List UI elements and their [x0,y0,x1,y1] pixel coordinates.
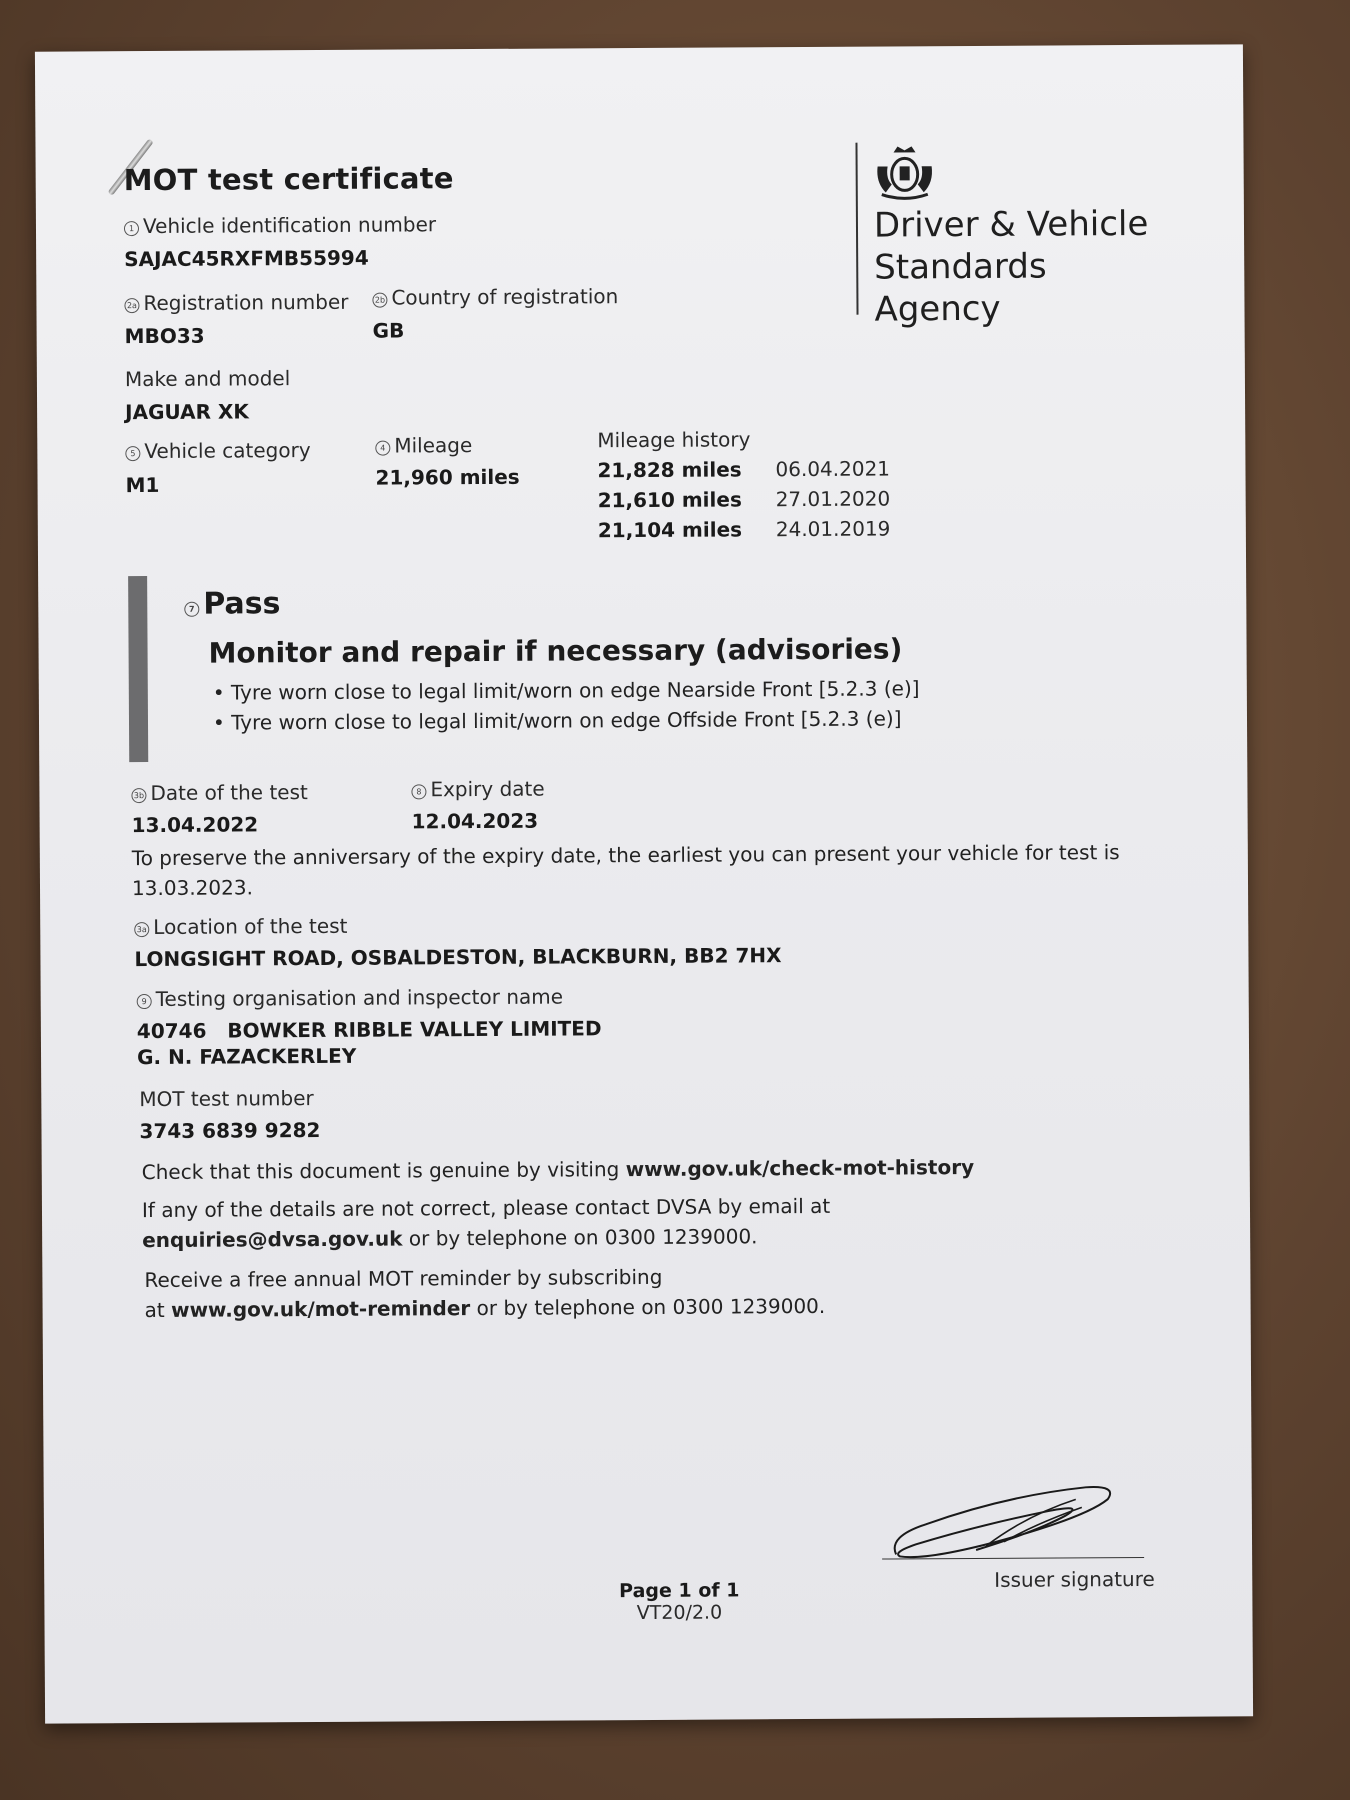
category-label: 5 Vehicle category [125,438,310,463]
mileage-label: 4 Mileage [375,433,472,458]
field-number: 9 [137,994,152,1009]
mileage-history-row [598,486,928,518]
field-number: 7 [184,602,199,617]
history-miles: 21,610 miles [597,487,742,513]
page-footer [604,1579,754,1624]
organisation-label: 9 Testing organisation and inspector name [137,984,563,1011]
field-number: 2a [124,298,139,313]
country-value: GB [372,318,405,343]
country-label: 2b Country of registration [372,284,618,310]
test-number-value: 3743 6839 9282 [139,1117,321,1144]
reminder-note: Receive a free annual MOT reminder by subscribing at www.gov.uk/mot-reminder or by telephone on 0300 1239000. [144,1264,826,1323]
agency-divider [855,143,858,315]
field-number: 5 [125,446,140,461]
field-number: 4 [375,441,390,456]
test-date-value: 13.04.2022 [131,812,259,838]
issuer-signature [886,1475,1127,1566]
certificate-paper [35,44,1253,1723]
agency-line-1: Driver & Vehicle [873,203,1149,246]
organisation-value [137,1016,602,1043]
field-number: 1 [124,221,139,236]
test-result: 7 Pass [184,586,280,622]
test-date-label: 3b Date of the test [131,780,308,805]
document-title: MOT test certificate [123,161,454,198]
mileage-history-row [598,516,928,548]
mileage-value: 21,960 miles [375,464,520,490]
location-label: 3a Location of the test [134,914,347,939]
form-code: VT20/2.0 [636,1601,723,1625]
vin-label: 1 Vehicle identification number [124,212,436,238]
field-number: 3b [131,788,146,803]
result-bar [128,576,148,762]
expiry-date-value: 12.04.2023 [411,808,539,834]
field-number: 8 [411,784,426,799]
anniversary-note: To preserve the anniversary of the expiry date, the earliest you can present your vehicle for test is 13.03.2023. [131,840,1120,901]
expiry-date-label: 8 Expiry date [411,777,544,802]
page-number: Page 1 of 1 [619,1579,740,1603]
issuer-signature-label: Issuer signature [994,1566,1155,1592]
location-value: LONGSIGHT ROAD, OSBALDESTON, BLACKBURN, BB2 7HX [134,943,782,972]
history-date: 06.04.2021 [775,456,891,482]
agency-line-2: Standards [874,246,1047,288]
registration-label: 2a Registration number [124,290,348,315]
organisation-name: BOWKER RIBBLE VALLEY LIMITED [227,1016,602,1043]
registration-value: MBO33 [124,323,205,349]
inspector-name: G. N. FAZACKERLEY [136,1043,357,1070]
test-number-label: MOT test number [139,1086,314,1112]
agency-line-3: Agency [874,288,1001,330]
mot-reminder-link[interactable]: www.gov.uk/mot-reminder [170,1296,471,1322]
field-number: 2b [372,293,387,308]
category-value: M1 [125,472,160,498]
vin-value: SAJAC45RXFMB55994 [124,245,369,272]
advisory-item: • Tyre worn close to legal limit/worn on edge Offside Front [5.2.3 (e)] [212,706,902,735]
contact-note: If any of the details are not correct, please contact DVSA by email at enquiries@dvsa.gov.uk or by telephone on 0300 1239000. [141,1193,831,1253]
history-miles: 21,828 miles [597,457,742,483]
contact-email-link[interactable]: enquiries@dvsa.gov.uk [142,1226,403,1253]
agency-name [874,203,1149,331]
make-model-value: JAGUAR XK [125,399,249,425]
advisory-item: • Tyre worn close to legal limit/worn on edge Nearside Front [5.2.3 (e)] [212,676,920,705]
genuine-check-note: Check that this document is genuine by visiting www.gov.uk/check-mot-history [141,1154,975,1185]
field-number: 3a [134,922,149,937]
mileage-history-row [597,456,927,488]
mileage-history-list [597,456,928,548]
organisation-id: 40746 [136,1018,207,1044]
make-model-label: Make and model [124,366,291,392]
history-date: 24.01.2019 [775,516,891,542]
history-date: 27.01.2020 [775,486,891,512]
history-miles: 21,104 miles [597,517,743,543]
royal-crest-icon [871,144,937,200]
mileage-history-label: Mileage history [597,427,751,453]
advisories-heading: Monitor and repair if necessary (advisories) [208,632,903,670]
check-mot-link[interactable]: www.gov.uk/check-mot-history [625,1154,975,1182]
